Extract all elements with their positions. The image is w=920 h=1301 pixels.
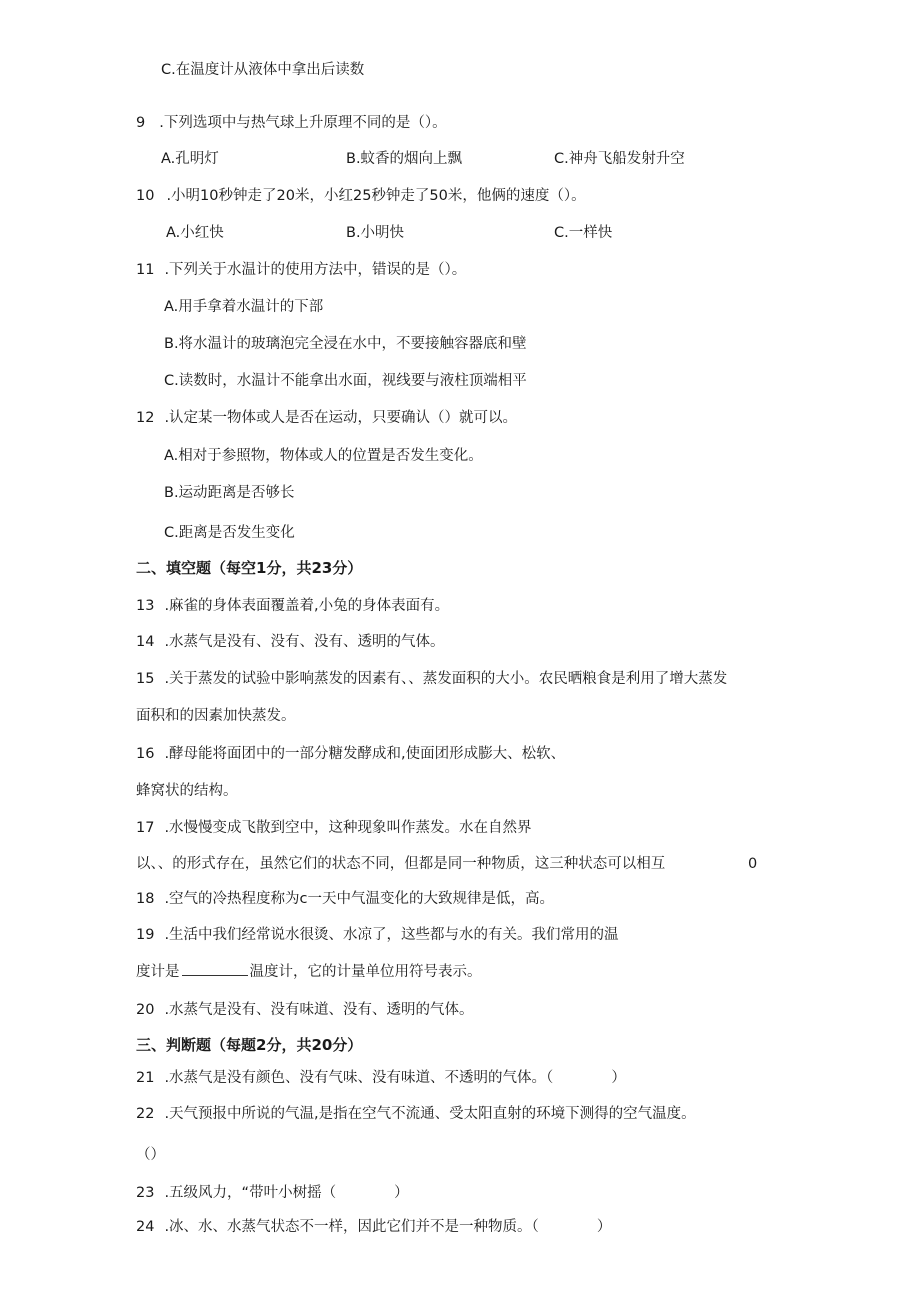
question-11 [136,260,466,280]
question-text: .下列关于水温计的使用方法中，错误的是（）。 [164,262,467,278]
question-number: 23 [136,1185,155,1201]
question-number: 13 [136,598,155,614]
question-number: 20 [136,1002,155,1018]
question-number: 15 [136,671,155,687]
q12-option-a: A.相对于参照物，物体或人的位置是否发生变化。 [164,448,483,464]
section-heading-fill-in: 二、填空题（每空1分，共23分） [136,559,363,577]
question-number: 22 [136,1106,155,1122]
question-14 [136,632,445,652]
question-text: .麻雀的身体表面覆盖着,小兔的身体表面有。 [164,598,450,614]
question-text-line-1: .水慢慢变成飞散到空中，这种现象叫作蒸发。水在自然界 [164,820,532,836]
question-text: .水蒸气是没有颜色、没有气味、没有味道、不透明的气体。（ [164,1070,554,1086]
question-text-line-1: .关于蒸发的试验中影响蒸发的因素有、、蒸发面积的大小。农民晒粮食是利用了增大蒸发 [164,671,728,687]
question-18 [136,889,554,909]
q12-option-c: C.距离是否发生变化 [164,525,295,541]
question-number: 14 [136,634,155,650]
question-22-answer-paren[interactable]: （） [136,1147,165,1163]
question-text: .水蒸气是没有、没有、没有、透明的气体。 [164,634,445,650]
question-number: 17 [136,820,155,836]
q11-option-b: B.将水温计的玻璃泡完全浸在水中，不要接触容器底和壁 [164,336,527,352]
question-number: 16 [136,746,155,762]
question-text-part-b: 温度计，它的计量单位用符号表示。 [249,964,482,980]
question-text: .认定某一物体或人是否在运动，只要确认（）就可以。 [164,410,518,426]
q9-option-b: B.蚊香的烟向上飘 [346,151,463,167]
q10-option-a: A.小红快 [166,225,224,241]
question-17-line-2: 以、、的形式存在，虽然它们的状态不同，但都是同一种物质，这三种状态可以相互 [136,856,666,872]
q10-option-b: B.小明快 [346,225,405,241]
question-number: 24 [136,1219,155,1235]
question-text: .冰、水、水蒸气状态不一样，因此它们并不是一种物质。（ [164,1219,539,1235]
q11-option-a: A.用手拿着水温计的下部 [164,299,324,315]
section-heading-true-false: 三、判断题（每题2分，共20分） [136,1036,363,1054]
q11-option-c: C.读数时，水温计不能拿出水面，视线要与液柱顶端相平 [164,373,527,389]
question-12 [136,408,517,428]
q8-option-c [161,60,364,80]
question-number: 12 [136,410,155,426]
question-number: 18 [136,891,155,907]
question-23 [136,1183,409,1203]
question-15-line-2: 面积和的因素加快蒸发。 [136,708,296,724]
q9-option-c: C.神舟飞船发射升空 [554,151,685,167]
question-number: 9 [136,115,146,131]
question-19 [136,925,619,945]
question-17-tail: 0 [748,856,758,872]
q12-option-b: B.运动距离是否够长 [164,485,295,501]
question-9 [136,113,447,133]
question-24 [136,1217,611,1237]
question-text: .空气的冷热程度称为c一天中气温变化的大致规律是低，高。 [164,891,555,907]
question-20 [136,1000,474,1020]
question-text: .下列选项中与热气球上升原理不同的是（）。 [159,115,447,131]
question-10 [136,186,586,206]
close-paren: ） [611,1070,626,1086]
question-22 [136,1104,696,1124]
q10-option-c: C.一样快 [554,225,613,241]
question-number: 19 [136,927,155,943]
question-number: 10 [136,188,155,204]
question-text-line-1: .生活中我们经常说水很烫、水凉了，这些都与水的有关。我们常用的温 [164,927,619,943]
question-13 [136,596,449,616]
question-number: 11 [136,262,155,278]
question-text: .五级风力，“带叶小树摇（ [164,1185,337,1201]
question-text-line-1: .酵母能将面团中的一部分糖发酵成和,使面团形成膨大、松软、 [164,746,566,762]
question-text: .天气预报中所说的气温,是指在空气不流通、受太阳直射的环境下测得的空气温度。 [164,1106,696,1122]
q8-option-c-text: C.在温度计从液体中拿出后读数 [161,62,365,78]
question-text: .水蒸气是没有、没有味道、没有、透明的气体。 [164,1002,474,1018]
close-paren: ） [394,1185,409,1201]
q9-option-a: A.孔明灯 [161,151,219,167]
question-text: .小明10秒钟走了20米，小红25秒钟走了50米，他俩的速度（）。 [166,188,586,204]
question-number: 21 [136,1070,155,1086]
question-15 [136,669,727,689]
question-16-line-2: 蜂窝状的结构。 [136,783,238,799]
question-17 [136,818,532,838]
question-21 [136,1068,626,1088]
question-19-line-2 [136,961,482,982]
close-paren: ） [596,1219,612,1235]
question-16 [136,744,565,764]
question-text-part-a: 度计是 [136,964,180,980]
answer-blank[interactable] [182,961,248,976]
